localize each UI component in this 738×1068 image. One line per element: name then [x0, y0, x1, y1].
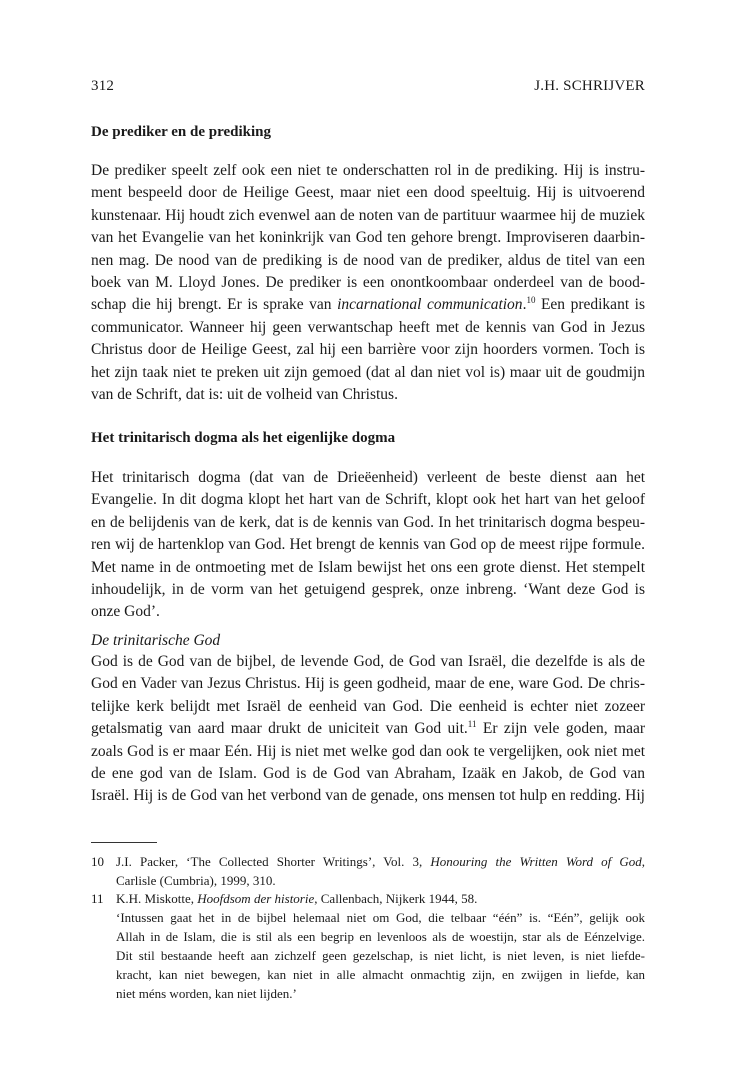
- section-body-trinitarisch: [91, 467, 645, 624]
- section-body-prediker: [91, 160, 645, 406]
- text-line: nen mag. De nood van de prediking is de nood van de prediker, aldus de titel van een: [91, 251, 645, 269]
- text-line: God en Vader van Jezus Christus. Hij is geen godheid, maar de ene, ware God. De chris-: [91, 675, 645, 693]
- text-line: Het trinitarisch dogma (dat van de Drieëenheid) verleent de beste dienst aan het: [91, 469, 645, 486]
- quote-line: kracht, kan niet bewegen, kan niet in alle almacht onmachtig zijn, en zwijgen in liefde, kan: [116, 967, 645, 982]
- text-run: .: [522, 296, 527, 314]
- quote-line: ‘Intussen gaat het in de bijbel helemaal niet om God, die telbaar “één” is. “Eén”, gelijk ook: [116, 910, 645, 925]
- text-line: het zijn taak niet te preken uit zijn gemoed (dat al dan niet vol is) maar uit de goudmijn: [91, 363, 645, 381]
- italic-title: Honouring the Written Word of God: [430, 854, 642, 869]
- quote-line: Dit stil bestaande heeft aan zichzelf geen gezelschap, is niet licht, is niet leven, is niet liefde-: [116, 948, 645, 963]
- section-heading-prediker: [91, 122, 645, 142]
- footnote-line: [116, 889, 645, 908]
- subsection-trinitarische-god: [91, 630, 645, 652]
- quote-line: niet méns worden, kan niet lijden.’: [116, 986, 297, 1001]
- text-line: en de belijdenis van de kerk, dat is de kennis van God. In het trinitarisch dogma bespeu-: [91, 513, 645, 531]
- text-line: ren wij de hartenklop van God. Het brengt de kennis van God op de meest rijpe formule.: [91, 536, 645, 554]
- text-line: communicator. Wanneer hij geen verwantschap heeft met de kennis van God in Jezus: [91, 318, 645, 336]
- text-line: Israël. Hij is de God van het verbond van de genade, ons mensen tot hulp en redding. Hij: [91, 787, 645, 805]
- page-number: 312: [91, 78, 115, 94]
- running-title: J.H. SCHRIJVER: [534, 78, 645, 94]
- text-run: J.I. Packer, ‘The Collected Shorter Writings’, Vol. 3,: [116, 854, 431, 869]
- text-line-with-note-10: [91, 294, 645, 316]
- text-line: telijke kerk belijdt met Israël de eenheid van God. Die eenheid is echter niet zozeer: [91, 697, 645, 715]
- footnote-line: [116, 852, 645, 871]
- text-line: kunstenaar. Hij houdt zich evenwel aan de noten van de partituur waarmee hij de muziek: [91, 206, 645, 224]
- text-line: inhoudelijk, in de vorm van het getuigend gesprek, onze inbreng. ‘Want deze God is: [91, 580, 645, 598]
- text-line: zoals God is er maar Eén. Hij is niet met welke god dan ook te vergelijken, ook niet met: [91, 742, 645, 760]
- footnote-line: Carlisle (Cumbria), 1999, 310.: [116, 873, 276, 888]
- quote-line: Allah in de Islam, die is stil als een begrip en levenloos als de woestijn, star als de Eénzelvige.: [116, 929, 645, 944]
- section-heading: De prediker en de prediking: [91, 124, 272, 140]
- text-run: Een predikant is: [535, 296, 645, 314]
- footnote-11: [91, 889, 645, 1003]
- text-line: De prediker speelt zelf ook een niet te onderschatten rol in de prediking. Hij is instru-: [91, 162, 645, 179]
- subsection-heading: De trinitarische God: [91, 632, 221, 649]
- text-run: ,: [641, 854, 645, 869]
- footnote-separator: [91, 842, 157, 843]
- text-line-with-note-11: [91, 718, 645, 740]
- italic-title: Hoofdsom der historie: [197, 891, 315, 906]
- text-line: Met name in de ontmoeting met de Islam bewijst het ons een grote dienst. Het stempelt: [91, 558, 645, 576]
- text-run: K.H. Miskotte,: [116, 891, 198, 906]
- text-line: God is de God van de bijbel, de levende God, de God van Israël, die dezelfde is als de: [91, 653, 645, 670]
- text-line: van de Schrift, dat is: uit de volheid van Christus.: [91, 385, 398, 403]
- footnote-ref-10[interactable]: 10: [526, 295, 536, 306]
- text-line: de ene god van de Islam. God is de God van Abraham, Izaäk en Jakob, de God van: [91, 764, 645, 782]
- section-heading: Het trinitarisch dogma als het eigenlijke dogma: [91, 430, 396, 446]
- text-run: , Callenbach, Nijkerk 1944, 58.: [314, 891, 478, 906]
- footnote-10: [91, 852, 645, 890]
- section-heading-trinitarisch: [91, 428, 645, 448]
- text-line: onze God’.: [91, 603, 160, 621]
- text-line: boek van M. Lloyd Jones. De prediker is een onontkoombaar onderdeel van de bood-: [91, 273, 645, 291]
- text-line: Christus door de Heilige Geest, zal hij een barrière voor zijn hoorders vormen. Toch is: [91, 341, 645, 359]
- running-header: [91, 78, 645, 95]
- footnote-ref-11[interactable]: 11: [467, 719, 477, 730]
- subsection-body: [91, 651, 645, 808]
- text-line: Evangelie. In dit dogma klopt het hart van de Schrift, klopt ook het hart van het geloof: [91, 491, 645, 509]
- text-line: van het Evangelie van het koninkrijk van God ten gehore brengt. Improviseren daarbin-: [91, 229, 645, 247]
- text-line: ment bespeeld door de Heilige Geest, maar niet een dood speeltuig. Hij is uitvoerend: [91, 184, 645, 202]
- footnote-number: 11: [91, 891, 104, 906]
- text-run: getalsmatig van aard maar drukt de uniciteit van God uit.: [91, 720, 468, 738]
- footnote-number: 10: [91, 854, 104, 869]
- italic-term: incarnational communication: [337, 296, 523, 314]
- text-run: schap die hij brengt. Er is sprake van: [91, 296, 338, 314]
- text-run: Er zijn vele goden, maar: [476, 720, 646, 738]
